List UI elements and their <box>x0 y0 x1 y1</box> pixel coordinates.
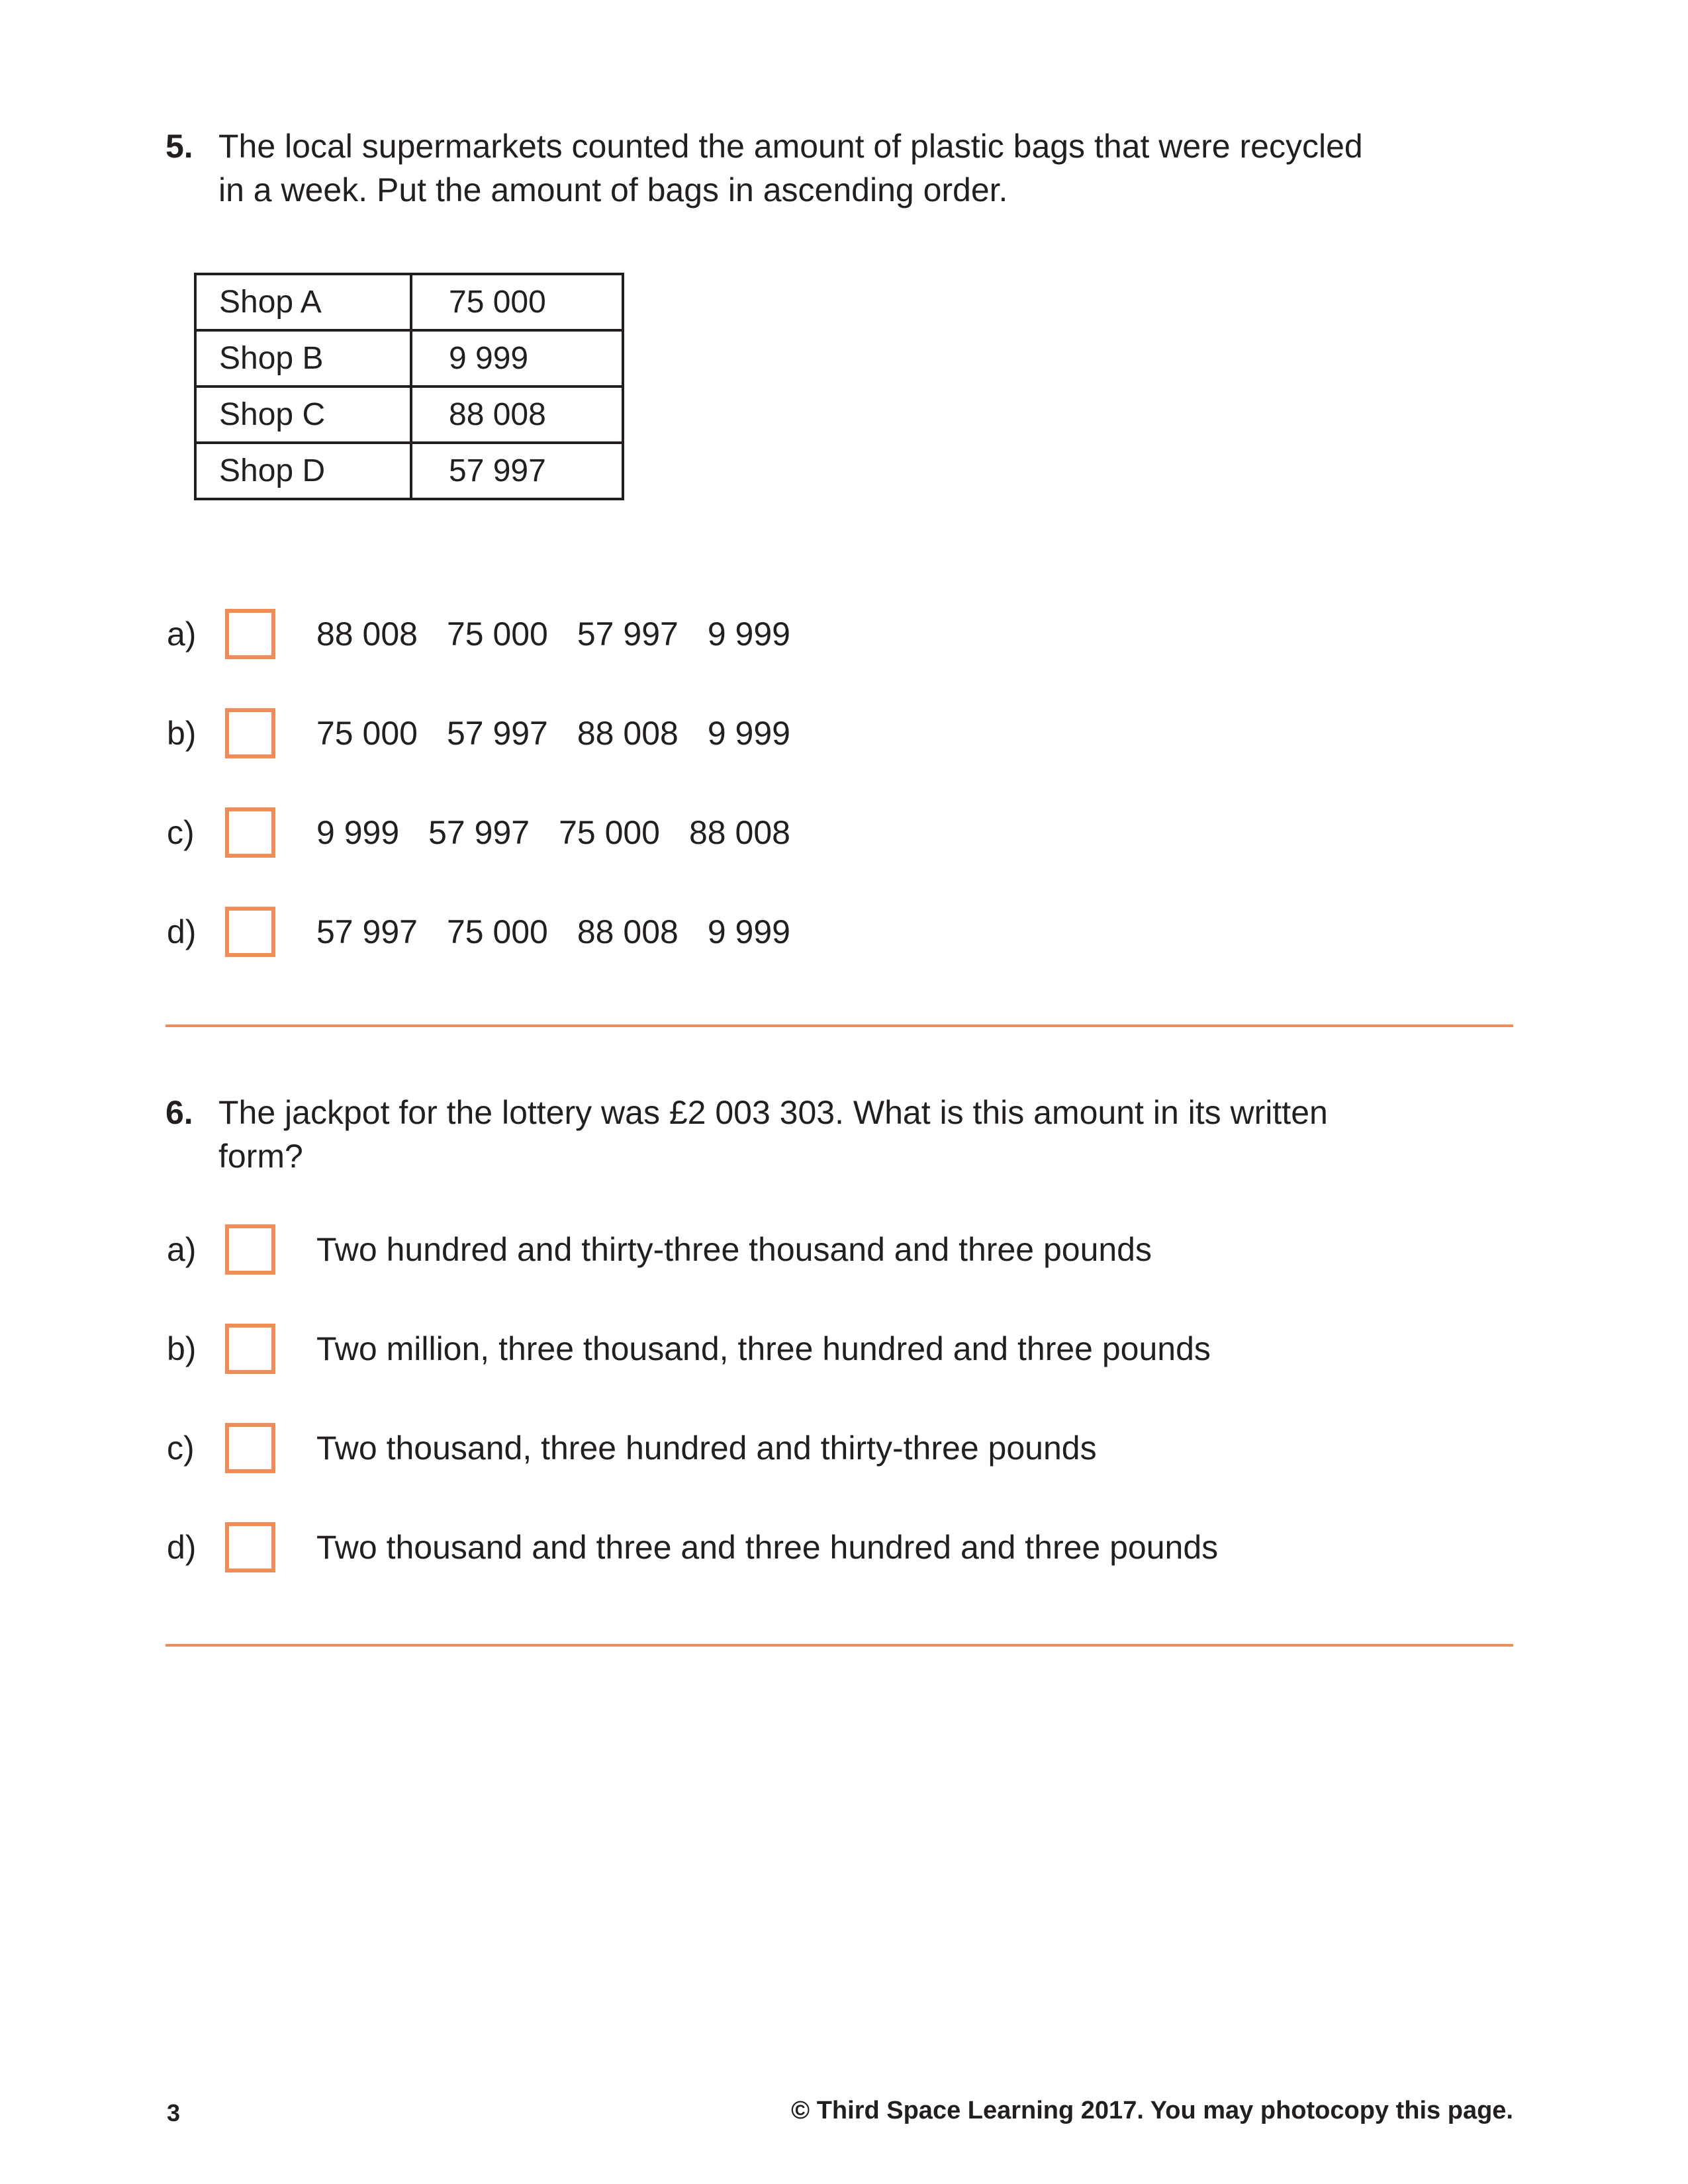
option-text: Two thousand, three hundred and thirty-three pounds <box>316 1430 1097 1467</box>
table-row <box>195 387 623 443</box>
bag-count: 75 000 <box>411 274 623 330</box>
shop-name: Shop D <box>195 443 411 499</box>
option-numbers: 75 000 57 997 88 008 9 999 <box>316 715 790 752</box>
table-row <box>195 443 623 499</box>
divider <box>165 1644 1513 1647</box>
answer-checkbox[interactable] <box>225 907 275 957</box>
question-number: 5. <box>165 128 193 165</box>
question-number: 6. <box>165 1094 193 1131</box>
shop-table <box>194 273 624 500</box>
option-text: Two hundred and thirty-three thousand and three pounds <box>316 1231 1152 1268</box>
table-row <box>195 330 623 387</box>
bag-count: 57 997 <box>411 443 623 499</box>
answer-checkbox[interactable] <box>225 609 275 659</box>
page-number: 3 <box>167 2099 181 2126</box>
question-text: The jackpot for the lottery was £2 003 303. What is this amount in its written form? <box>218 1094 1328 1175</box>
bag-count: 9 999 <box>411 330 623 387</box>
answer-checkbox[interactable] <box>225 708 275 758</box>
option-numbers: 9 999 57 997 75 000 88 008 <box>316 814 790 851</box>
shop-name: Shop C <box>195 387 411 443</box>
option-numbers: 57 997 75 000 88 008 9 999 <box>316 913 790 950</box>
table-row <box>195 274 623 330</box>
option-text: Two million, three thousand, three hundred and three pounds <box>316 1330 1211 1367</box>
answer-checkbox[interactable] <box>225 807 275 858</box>
shop-name: Shop A <box>195 274 411 330</box>
question-text: The local supermarkets counted the amount of plastic bags that were recycled in a week. Put the amount of bags in ascending order. <box>218 128 1363 208</box>
copyright-notice: © Third Space Learning 2017. You may photocopy this page. <box>791 2097 1513 2124</box>
answer-checkbox[interactable] <box>225 1522 275 1572</box>
option-text: Two thousand and three and three hundred and three pounds <box>316 1529 1219 1566</box>
answer-checkbox[interactable] <box>225 1423 275 1473</box>
shop-name: Shop B <box>195 330 411 387</box>
option-numbers: 88 008 75 000 57 997 9 999 <box>316 615 790 653</box>
bag-count: 88 008 <box>411 387 623 443</box>
answer-checkbox[interactable] <box>225 1224 275 1275</box>
divider <box>165 1024 1513 1027</box>
answer-checkbox[interactable] <box>225 1324 275 1374</box>
